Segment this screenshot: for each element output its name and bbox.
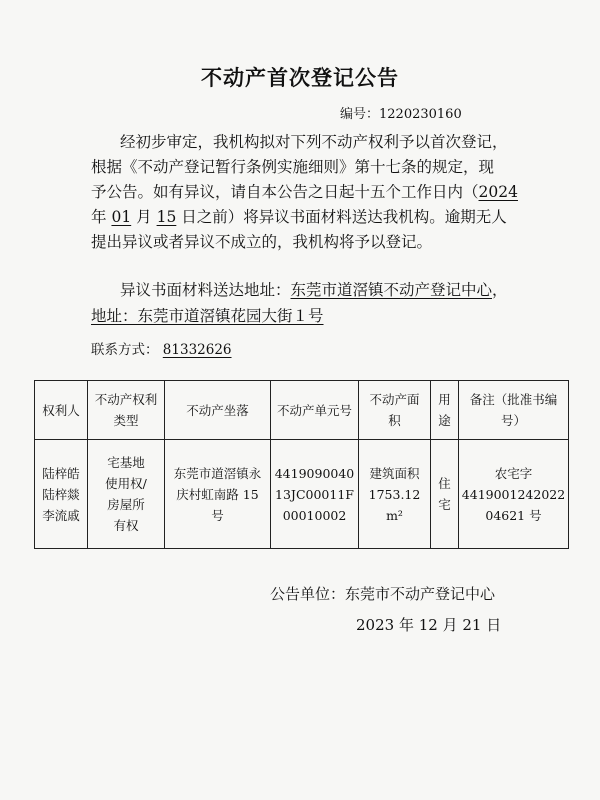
cell-line: 1753.12 [368,486,421,502]
table-cell [431,440,459,549]
table-header-cell [35,381,88,440]
body-line-3-text: 予公告。如有异议，请自本公告之日起十五个工作日内（ [91,183,479,201]
month-char: 月 [136,208,152,226]
issue-date: 2023 年 12 月 21 日 [356,616,502,634]
submission-street-address: 地址：东莞市道滘镇花园大街１号 [91,307,324,325]
header-line: 不动产权利 [94,392,158,407]
issuing-unit-label: 公告单位： [270,585,346,603]
issuing-unit [270,583,495,604]
contact-phone: 81332626 [162,342,232,358]
cell-line: 04621 号 [485,507,542,523]
header-line: 不动产面 [369,392,420,407]
table-header-cell [459,381,569,440]
table-cell [165,440,271,549]
cell-line: 陆梓燚 [42,486,80,502]
submission-label: 异议书面材料送达地址： [120,281,291,299]
table-cell [359,440,431,549]
cell-line: 建筑面积 [369,465,420,481]
deadline-day: 15 [156,208,177,226]
cell-line: 13JC00011F [275,486,354,502]
cell-line: 东莞市道滘镇永 [173,465,262,481]
table-cell [271,440,359,549]
submission-address-line [120,278,508,303]
notice-title: 不动产首次登记公告 [201,66,399,90]
cell-line: 农宅字 [494,465,533,481]
body-line-4 [91,205,507,230]
header-line: 权利人 [42,402,80,418]
cell-line: 李流戚 [42,507,80,523]
header-line: 不动产单元号 [276,402,352,418]
table-header-cell [165,381,271,440]
contact-label: 联系方式： [91,342,159,358]
table-header-cell [431,381,459,440]
cell-line: 陆梓皓 [42,465,80,481]
cell-line: 宅 [438,497,451,512]
submission-comma: ， [492,281,508,299]
submission-org: 东莞市道滘镇不动产登记中心 [290,281,493,299]
cell-line: 使用权/ [105,476,147,491]
contact-line [91,338,232,358]
body-line-5: 提出异议或者异议不成立的，我机构将予以登记。 [91,233,433,251]
cell-line: 房屋所 [107,497,145,512]
issuing-unit-name: 东莞市不动产登记中心 [345,585,496,603]
body-line-4-text: 日之前）将异议书面材料送达我机构。逾期无人 [181,208,507,226]
deadline-year: 2024 [478,183,518,201]
cell-line: m² [386,507,403,523]
cell-line: 庆村虹南路 15 [176,486,259,502]
registration-table [34,380,569,549]
cell-line: 00010002 [282,507,347,523]
header-line: 用途 [438,392,451,428]
body-line-3 [91,180,518,205]
cell-line: 宅基地 [107,455,145,470]
table-row [35,440,569,549]
table-cell [459,440,569,549]
cell-line: 住 [438,476,451,491]
table-cell [35,440,88,549]
body-line-1: 经初步审定，我机构拟对下列不动产权利予以首次登记， [120,133,508,151]
header-line: 不动产坐落 [186,402,249,418]
table-header-row [35,381,569,440]
cell-line: 有权 [113,518,139,533]
header-line: 备注（批准书编号） [469,392,558,428]
header-line: 积 [388,413,401,428]
table-header-cell [359,381,431,440]
table-cell [88,440,165,549]
document-number: 编号：1220230160 [340,107,462,122]
body-line-2: 根据《不动产登记暂行条例实施细则》第十七条的规定，现 [91,158,495,176]
table-header-cell [88,381,165,440]
cell-line: 4419001242022 [461,486,566,502]
table-header-cell [271,381,359,440]
cell-line: 4419090040 [274,465,355,481]
deadline-month: 01 [111,208,132,226]
header-line: 类型 [113,413,139,428]
year-char: 年 [91,208,107,226]
cell-line: 号 [211,507,224,523]
